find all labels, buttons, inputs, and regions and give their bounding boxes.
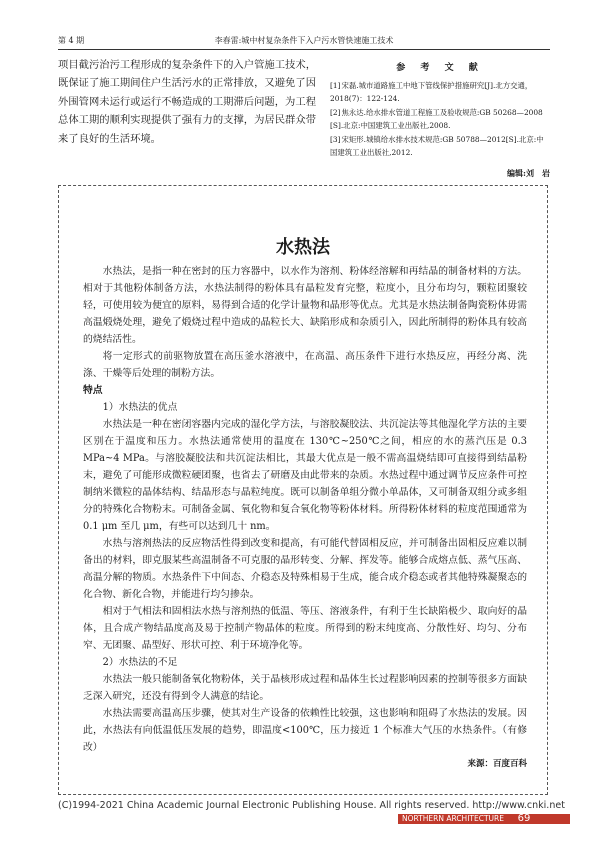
sidebar-title: 水热法 [276, 237, 330, 258]
sidebar-paragraph: 水热法是一种在密闭容器内完成的湿化学方法，与溶胶凝胶法、共沉淀法等其他湿化学方法的主要区别在于温度和压力。水热法通常使用的温度在 130℃~250℃之间，相应的水的蒸汽压是 0.3 MPa~4 MPa。与溶胶凝胶法和共沉淀法相比，其最大优点是一般不需高温烧结即可直接得到结晶粉末，避免了可能形成微粒硬团聚，也省去了研磨及由此带来的杂质。水热过程中通过调节反应条件可控制纳米微粒的晶体结构、结晶形态与晶粒纯度。既可以制备单组分微小单晶体，又可制备双组分或多组分的特殊化合物粉末。可制备金属、氧化物和复合氧化物等粉体材料。所得粉体材料的粒度范围通常为 0.1 μm 至几 μm，有些可以达到几十 nm。 [83, 419, 527, 532]
running-header [58, 34, 550, 48]
header-rule [58, 49, 550, 50]
references-section [330, 60, 550, 179]
sidebar-paragraph: 相对于气相法和固相法水热与溶剂热的低温、等压、溶液条件，有利于生长缺陷极少、取向好的晶体，且合成产物结晶度高及易于控制产物晶体的粒度。所得到的粉末纯度高、分散性好、均匀、分布窄、无团聚、晶型好、形状可控、利于环境净化等。 [83, 606, 527, 651]
issue-number: 第 4 期 [58, 36, 85, 45]
article-conclusion-text: 项目截污治污工程形成的复杂条件下的入户管施工技术，既保证了施工期间住户生活污水的正常排放，又避免了因外围管网未运行或运行不畅造成的工期滞后问题，为工程总体工期的顺利实现提供了强有力的支撑，为居民群众带来了良好的生活环境。 [58, 59, 316, 145]
editor-credit: 编辑:刘 岩 [507, 168, 550, 179]
sidebar-paragraph: 水热与溶剂热法的反应物活性得到改变和提高，有可能代替固相反应，并可制备出固相反应难以制备出的材料，即克服某些高温制备不可克服的晶形转变、分解、挥发等。能够合成熔点低、蒸气压高、高温分解的物质。水热条件下中间态、介稳态及特殊相易于生成，能合成介稳态或者其他特殊凝聚态的化合物、新化合物，并能进行均匀掺杂。 [83, 538, 527, 600]
reference-item: [2]焦永达.给水排水管道工程施工及验收规范:GB 50268—2008 [S].北京:中国建筑工业出版社,2008. [330, 107, 543, 131]
journal-name: NORTHERN ARCHITECTURE [402, 814, 504, 823]
sidebar-body [83, 263, 527, 773]
page-number: 69 [517, 813, 531, 824]
sidebar-paragraph: 水热法需要高温高压步骤，使其对生产设备的依赖性比较强，这也影响和阻碍了水热法的发展。因此，水热法有向低温低压发展的趋势，即温度<100℃，压力接近 1 个标准大气压的水热条件。（有修改） [83, 708, 527, 753]
reference-item: [3]宋矩形.城镇给水排水技术规范:GB 50788—2012[S].北京:中国建筑工业出版社,2012. [330, 134, 544, 158]
sidebar-paragraph: 将一定形式的前驱物放置在高压釜水溶液中，在高温、高压条件下进行水热反应，再经分离、洗涤、干燥等后处理的制粉方法。 [83, 351, 527, 379]
disadvantages-heading: 2）水热法的不足 [102, 657, 178, 668]
page-footer [58, 800, 565, 824]
running-title: 李春雷:城中村复杂条件下入户污水管快速施工技术 [214, 36, 394, 45]
copyright-notice: (C)1994-2021 China Academic Journal Electronic Publishing House. All rights reserved. http://www.cnki.net [58, 800, 565, 811]
sidebar-paragraph: 水热法一般只能制备氧化物粉体，关于晶核形成过程和晶体生长过程影响因素的控制等很多方面缺乏深入研究，还没有得到令人满意的结论。 [83, 674, 527, 702]
sidebar-paragraph: 水热法，是指一种在密封的压力容器中，以水作为溶剂、粉体经溶解和再结晶的制备材料的方法。相对于其他粉体制备方法，水热法制得的粉体具有晶粒发育完整，粒度小，且分布均匀，颗粒团聚较轻，可使用较为便宜的原料，易得到合适的化学计量物和晶形等优点。尤其是水热法制备陶瓷粉体毋需高温煅烧处理，避免了煅烧过程中造成的晶粒长大、缺陷形成和杂质引入，因此所制得的粉体具有较高的烧结活性。 [83, 266, 527, 345]
features-heading: 特点 [83, 385, 103, 396]
reference-item: [1]宋磊.城市道路施工中地下管线保护措施研究[J].北方交通，2018(7)：122-124. [330, 81, 533, 104]
advantages-heading: 1）水热法的优点 [102, 402, 178, 413]
references-title: 参 考 文 献 [396, 63, 484, 73]
source-credit: 来源：百度百科 [467, 759, 527, 769]
knowledge-sidebar-box [58, 185, 548, 795]
